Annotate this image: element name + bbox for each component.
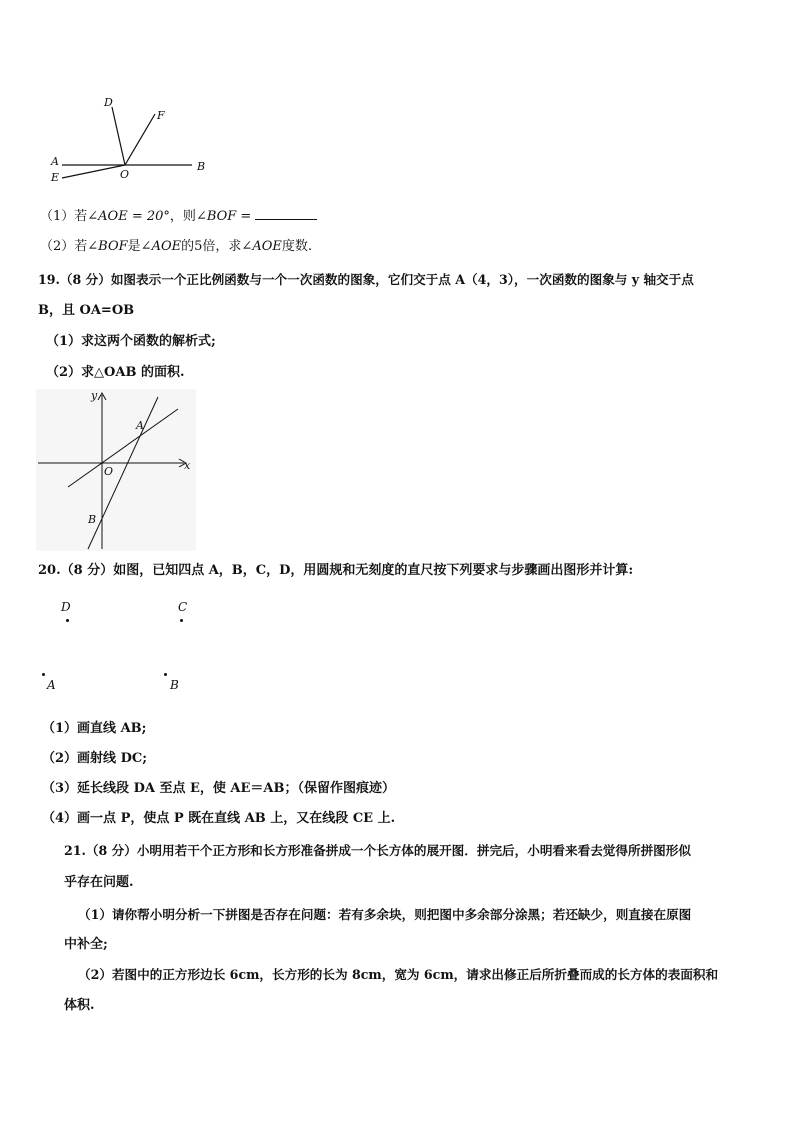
q18-p1-prefix: （1）若 [40, 209, 88, 224]
q18-p2-num: 5 [194, 239, 203, 254]
label-b: B [88, 513, 97, 526]
q18-p1-math: ∠AOE = 20° [87, 209, 170, 224]
q20-line1: 20.（8 分）如图，已知四点 A，B，C，D，用圆规和无刻度的直尺按下列要求与步骤画出图形并计算: [38, 563, 634, 578]
q18-p2-text2: 的 [181, 239, 195, 254]
q19-part1: （1）求这两个函数的解析式; [46, 334, 216, 349]
label-o: O [120, 168, 130, 181]
label-b: B [197, 160, 206, 173]
label-a: A [136, 419, 144, 432]
label-origin: O [104, 465, 114, 478]
q21-part1-line1: （1）请你帮小明分析一下拼图是否存在问题：若有多余块，则把图中多余部分涂黑；若还缺少，则直接在原图 [78, 907, 692, 922]
q18-p2-prefix: （2）若 [40, 239, 88, 254]
q19-line1: 19.（8 分）如图表示一个正比例函数与一个一次函数的图象，它们交于点 A（4，3），一次函数的图象与 y 轴交于点 [38, 272, 694, 287]
label-e: E [51, 171, 60, 184]
point-a-dot [42, 673, 45, 676]
q18-p1-mid: ，则 [169, 209, 196, 224]
label-a: A [51, 155, 59, 168]
answer-blank[interactable] [255, 207, 317, 220]
q19-part2: （2）求△OAB 的面积. [46, 365, 185, 380]
point-a-label: A [47, 678, 56, 692]
label-d: D [104, 96, 113, 109]
point-b-dot [164, 673, 167, 676]
ray-od [112, 107, 125, 165]
q20-part3: （3）延长线段 DA 至点 E，使 AE＝AB；（保留作图痕迹） [42, 781, 395, 796]
q18-p1-math2: ∠BOF = [195, 209, 252, 224]
q20-part2: （2）画射线 DC; [42, 751, 147, 766]
q20-part4: （4）画一点 P，使点 P 既在直线 AB 上，又在线段 CE 上. [42, 811, 396, 826]
q19-line2: B，且 OA=OB [38, 303, 135, 318]
point-c-dot [180, 619, 183, 622]
q18-p2-math1: ∠BOF [87, 239, 128, 254]
q18-p2-text1: 是 [127, 239, 141, 254]
q21-part2-line2: 体积. [64, 998, 95, 1013]
q18-p2-math2: ∠AOE [140, 239, 182, 254]
q18-p2-text4: 度数. [281, 239, 312, 254]
q21-part2-line1: （2）若图中的正方形边长 6cm，长方形的长为 8cm，宽为 6cm，请求出修正后所折叠而成的长方体的表面积和 [78, 967, 719, 982]
q18-p2-math3: ∠AOE [241, 239, 282, 254]
point-c-label: C [178, 600, 188, 614]
point-b-label: B [170, 678, 179, 692]
q18-part1 [40, 207, 317, 226]
label-y: y [91, 389, 98, 402]
point-d-label: D [61, 600, 71, 614]
q21-line1: 21.（8 分）小明用若干个正方形和长方形准备拼成一个长方体的展开图．拼完后，小明看来看去觉得所拼图形似 [64, 843, 691, 858]
point-d-dot [66, 619, 69, 622]
label-x: x [184, 459, 191, 472]
q18-part2 [40, 238, 312, 256]
q21-part1-line2: 中补全; [64, 937, 108, 952]
function-graph [36, 389, 196, 551]
q18-p2-text3: 倍，求 [202, 239, 242, 254]
ray-oe [62, 165, 125, 178]
q21-line2: 乎存在问题. [64, 875, 134, 890]
ray-of [125, 114, 155, 165]
label-f: F [157, 109, 165, 122]
angle-figure [40, 92, 220, 192]
q20-part1: （1）画直线 AB; [42, 721, 147, 736]
